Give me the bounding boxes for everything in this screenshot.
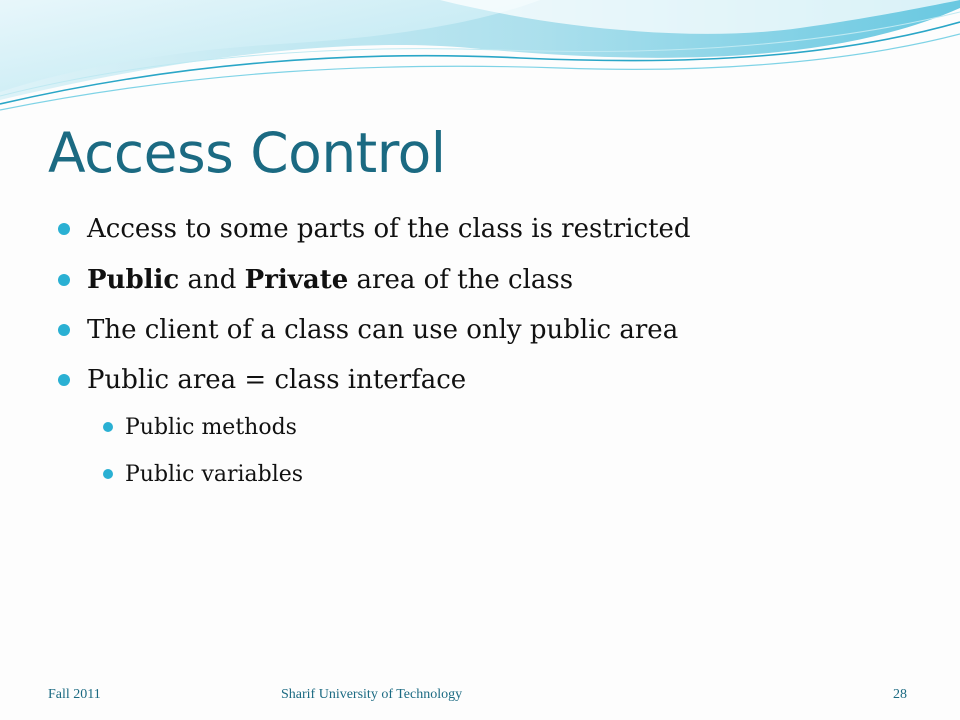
- footer-page-number: 28: [893, 687, 907, 702]
- bullet-item: [58, 360, 466, 400]
- bullet-item: [58, 209, 691, 249]
- bullet-text: Public variables: [125, 461, 304, 487]
- sub-bullet-item: [103, 410, 297, 444]
- bullet-icon: [58, 274, 70, 286]
- bullet-text: [87, 265, 573, 295]
- footer-date: Fall 2011: [48, 687, 101, 702]
- bullet-item: [58, 260, 573, 300]
- bullet-text: Public methods: [125, 414, 297, 440]
- bullet-icon: [58, 223, 70, 235]
- bold-term-public: Public: [87, 265, 180, 295]
- bullet-icon: [58, 374, 70, 386]
- bullet-icon: [58, 324, 70, 336]
- bullet-icon: [103, 469, 113, 479]
- bold-term-private: Private: [244, 265, 349, 295]
- footer-institution: Sharif University of Technology: [281, 687, 463, 702]
- bullet-text: The client of a class can use only public area: [87, 315, 679, 345]
- bullet-text: Access to some parts of the class is restricted: [87, 214, 691, 244]
- slide-title: Access Control: [48, 121, 446, 185]
- sub-bullet-item: [103, 457, 303, 491]
- bullet-text: Public area = class interface: [87, 365, 467, 395]
- bullet-text-part: and: [179, 265, 245, 295]
- bullet-icon: [103, 422, 113, 432]
- bullet-item: [58, 310, 678, 350]
- bullet-text-part: area of the class: [348, 265, 574, 295]
